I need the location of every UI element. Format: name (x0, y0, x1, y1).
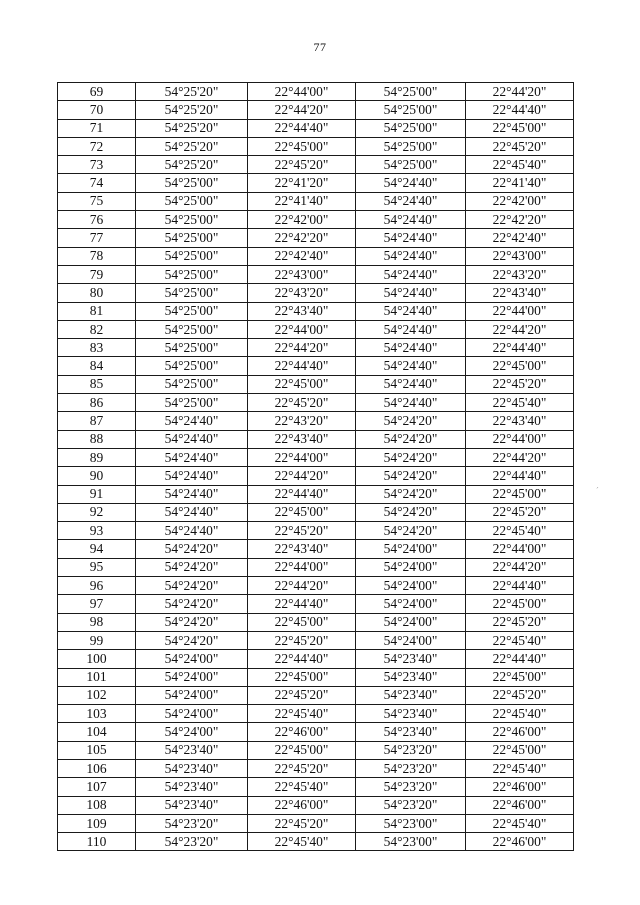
longitude-end-cell: 22°41'40" (466, 174, 574, 192)
longitude-start-cell: 22°43'20" (248, 412, 356, 430)
longitude-start-cell: 22°44'40" (248, 485, 356, 503)
point-number-cell: 88 (58, 430, 136, 448)
table-row (58, 522, 574, 540)
longitude-start-cell: 22°45'20" (248, 156, 356, 174)
table-row (58, 284, 574, 302)
table-row (58, 211, 574, 229)
table-row (58, 448, 574, 466)
point-number-cell: 84 (58, 357, 136, 375)
latitude-end-cell: 54°23'00" (356, 833, 466, 851)
table-row (58, 174, 574, 192)
latitude-start-cell: 54°24'20" (136, 540, 248, 558)
longitude-end-cell: 22°44'40" (466, 577, 574, 595)
table-row (58, 558, 574, 576)
longitude-start-cell: 22°44'20" (248, 339, 356, 357)
longitude-start-cell: 22°45'40" (248, 778, 356, 796)
latitude-end-cell: 54°24'40" (356, 229, 466, 247)
latitude-start-cell: 54°24'00" (136, 650, 248, 668)
latitude-end-cell: 54°24'40" (356, 302, 466, 320)
coordinates-table-body (58, 83, 574, 851)
longitude-start-cell: 22°45'20" (248, 394, 356, 412)
latitude-end-cell: 54°24'20" (356, 412, 466, 430)
point-number-cell: 100 (58, 650, 136, 668)
latitude-start-cell: 54°25'00" (136, 211, 248, 229)
longitude-end-cell: 22°45'20" (466, 613, 574, 631)
latitude-end-cell: 54°25'00" (356, 83, 466, 101)
longitude-start-cell: 22°44'00" (248, 448, 356, 466)
latitude-start-cell: 54°24'00" (136, 668, 248, 686)
point-number-cell: 101 (58, 668, 136, 686)
point-number-cell: 79 (58, 265, 136, 283)
latitude-start-cell: 54°25'00" (136, 320, 248, 338)
latitude-end-cell: 54°23'20" (356, 759, 466, 777)
table-row (58, 595, 574, 613)
longitude-start-cell: 22°45'20" (248, 759, 356, 777)
longitude-end-cell: 22°46'00" (466, 796, 574, 814)
longitude-start-cell: 22°45'20" (248, 814, 356, 832)
longitude-end-cell: 22°45'40" (466, 156, 574, 174)
latitude-end-cell: 54°23'20" (356, 741, 466, 759)
point-number-cell: 94 (58, 540, 136, 558)
latitude-end-cell: 54°24'40" (356, 211, 466, 229)
longitude-start-cell: 22°45'00" (248, 137, 356, 155)
latitude-end-cell: 54°23'40" (356, 723, 466, 741)
point-number-cell: 96 (58, 577, 136, 595)
point-number-cell: 90 (58, 467, 136, 485)
table-row (58, 833, 574, 851)
latitude-end-cell: 54°25'00" (356, 101, 466, 119)
longitude-start-cell: 22°44'00" (248, 558, 356, 576)
latitude-start-cell: 54°24'20" (136, 577, 248, 595)
latitude-end-cell: 54°23'00" (356, 814, 466, 832)
latitude-start-cell: 54°24'40" (136, 430, 248, 448)
longitude-end-cell: 22°42'00" (466, 192, 574, 210)
point-number-cell: 97 (58, 595, 136, 613)
point-number-cell: 73 (58, 156, 136, 174)
point-number-cell: 74 (58, 174, 136, 192)
longitude-end-cell: 22°44'20" (466, 320, 574, 338)
table-row (58, 577, 574, 595)
longitude-end-cell: 22°45'00" (466, 668, 574, 686)
latitude-start-cell: 54°24'00" (136, 705, 248, 723)
table-row (58, 467, 574, 485)
point-number-cell: 99 (58, 631, 136, 649)
point-number-cell: 91 (58, 485, 136, 503)
latitude-start-cell: 54°25'00" (136, 394, 248, 412)
latitude-start-cell: 54°25'00" (136, 357, 248, 375)
latitude-start-cell: 54°24'20" (136, 558, 248, 576)
latitude-start-cell: 54°23'20" (136, 833, 248, 851)
latitude-start-cell: 54°24'20" (136, 613, 248, 631)
latitude-start-cell: 54°24'40" (136, 467, 248, 485)
longitude-start-cell: 22°41'40" (248, 192, 356, 210)
latitude-end-cell: 54°24'20" (356, 485, 466, 503)
latitude-start-cell: 54°25'00" (136, 229, 248, 247)
table-row (58, 192, 574, 210)
table-row (58, 302, 574, 320)
latitude-end-cell: 54°24'20" (356, 467, 466, 485)
latitude-end-cell: 54°24'00" (356, 613, 466, 631)
longitude-end-cell: 22°45'40" (466, 394, 574, 412)
table-row (58, 741, 574, 759)
table-row (58, 759, 574, 777)
latitude-end-cell: 54°24'40" (356, 174, 466, 192)
longitude-start-cell: 22°42'00" (248, 211, 356, 229)
point-number-cell: 105 (58, 741, 136, 759)
longitude-start-cell: 22°46'00" (248, 796, 356, 814)
longitude-start-cell: 22°44'40" (248, 119, 356, 137)
point-number-cell: 71 (58, 119, 136, 137)
point-number-cell: 103 (58, 705, 136, 723)
point-number-cell: 109 (58, 814, 136, 832)
latitude-start-cell: 54°25'20" (136, 83, 248, 101)
table-row (58, 119, 574, 137)
longitude-start-cell: 22°42'40" (248, 247, 356, 265)
point-number-cell: 77 (58, 229, 136, 247)
longitude-end-cell: 22°44'00" (466, 302, 574, 320)
latitude-start-cell: 54°24'40" (136, 522, 248, 540)
table-row (58, 339, 574, 357)
point-number-cell: 82 (58, 320, 136, 338)
point-number-cell: 72 (58, 137, 136, 155)
point-number-cell: 95 (58, 558, 136, 576)
table-row (58, 650, 574, 668)
latitude-end-cell: 54°23'40" (356, 705, 466, 723)
latitude-start-cell: 54°25'20" (136, 101, 248, 119)
table-row (58, 540, 574, 558)
longitude-start-cell: 22°45'00" (248, 668, 356, 686)
table-row (58, 320, 574, 338)
table-row (58, 796, 574, 814)
table-row (58, 723, 574, 741)
point-number-cell: 70 (58, 101, 136, 119)
longitude-start-cell: 22°44'40" (248, 650, 356, 668)
latitude-start-cell: 54°25'00" (136, 192, 248, 210)
longitude-end-cell: 22°45'40" (466, 814, 574, 832)
longitude-start-cell: 22°45'20" (248, 686, 356, 704)
latitude-start-cell: 54°24'20" (136, 631, 248, 649)
point-number-cell: 108 (58, 796, 136, 814)
longitude-end-cell: 22°44'20" (466, 83, 574, 101)
latitude-end-cell: 54°24'20" (356, 503, 466, 521)
longitude-end-cell: 22°45'40" (466, 759, 574, 777)
longitude-start-cell: 22°44'40" (248, 595, 356, 613)
longitude-end-cell: 22°45'20" (466, 686, 574, 704)
table-row (58, 247, 574, 265)
longitude-end-cell: 22°45'00" (466, 119, 574, 137)
latitude-start-cell: 54°23'40" (136, 796, 248, 814)
longitude-end-cell: 22°45'00" (466, 357, 574, 375)
longitude-end-cell: 22°46'00" (466, 723, 574, 741)
latitude-start-cell: 54°23'40" (136, 778, 248, 796)
latitude-start-cell: 54°24'40" (136, 412, 248, 430)
longitude-end-cell: 22°43'00" (466, 247, 574, 265)
latitude-end-cell: 54°23'40" (356, 650, 466, 668)
longitude-end-cell: 22°45'00" (466, 741, 574, 759)
point-number-cell: 89 (58, 448, 136, 466)
latitude-end-cell: 54°24'40" (356, 284, 466, 302)
table-row (58, 430, 574, 448)
longitude-start-cell: 22°45'00" (248, 741, 356, 759)
point-number-cell: 102 (58, 686, 136, 704)
latitude-start-cell: 54°25'20" (136, 156, 248, 174)
latitude-end-cell: 54°24'00" (356, 577, 466, 595)
longitude-start-cell: 22°44'00" (248, 83, 356, 101)
latitude-start-cell: 54°25'20" (136, 137, 248, 155)
latitude-start-cell: 54°25'00" (136, 302, 248, 320)
table-row (58, 156, 574, 174)
table-row (58, 101, 574, 119)
longitude-start-cell: 22°41'20" (248, 174, 356, 192)
latitude-start-cell: 54°24'20" (136, 595, 248, 613)
page-number: 77 (313, 40, 327, 54)
longitude-end-cell: 22°44'40" (466, 467, 574, 485)
table-row (58, 778, 574, 796)
longitude-start-cell: 22°43'40" (248, 540, 356, 558)
longitude-end-cell: 22°43'40" (466, 284, 574, 302)
longitude-start-cell: 22°44'20" (248, 101, 356, 119)
longitude-end-cell: 22°45'40" (466, 631, 574, 649)
longitude-start-cell: 22°45'00" (248, 503, 356, 521)
point-number-cell: 83 (58, 339, 136, 357)
point-number-cell: 78 (58, 247, 136, 265)
longitude-start-cell: 22°45'20" (248, 522, 356, 540)
latitude-start-cell: 54°25'20" (136, 119, 248, 137)
latitude-end-cell: 54°24'40" (356, 265, 466, 283)
longitude-start-cell: 22°45'40" (248, 833, 356, 851)
longitude-end-cell: 22°45'40" (466, 705, 574, 723)
latitude-end-cell: 54°24'00" (356, 631, 466, 649)
latitude-start-cell: 54°24'40" (136, 485, 248, 503)
table-row (58, 613, 574, 631)
point-number-cell: 81 (58, 302, 136, 320)
longitude-end-cell: 22°45'20" (466, 375, 574, 393)
longitude-start-cell: 22°42'20" (248, 229, 356, 247)
longitude-end-cell: 22°45'40" (466, 522, 574, 540)
latitude-start-cell: 54°25'00" (136, 174, 248, 192)
latitude-end-cell: 54°23'20" (356, 796, 466, 814)
longitude-start-cell: 22°44'40" (248, 357, 356, 375)
latitude-end-cell: 54°24'20" (356, 448, 466, 466)
longitude-end-cell: 22°42'40" (466, 229, 574, 247)
table-row (58, 83, 574, 101)
longitude-start-cell: 22°44'20" (248, 467, 356, 485)
latitude-start-cell: 54°25'00" (136, 339, 248, 357)
longitude-end-cell: 22°44'20" (466, 448, 574, 466)
latitude-start-cell: 54°25'00" (136, 265, 248, 283)
latitude-end-cell: 54°24'40" (356, 192, 466, 210)
latitude-start-cell: 54°24'00" (136, 723, 248, 741)
scan-speck: ´ (596, 486, 599, 495)
table-row (58, 375, 574, 393)
latitude-start-cell: 54°24'40" (136, 503, 248, 521)
longitude-end-cell: 22°43'20" (466, 265, 574, 283)
longitude-end-cell: 22°44'40" (466, 339, 574, 357)
latitude-start-cell: 54°24'00" (136, 686, 248, 704)
point-number-cell: 93 (58, 522, 136, 540)
longitude-start-cell: 22°43'20" (248, 284, 356, 302)
table-row (58, 631, 574, 649)
table-row (58, 412, 574, 430)
table-row (58, 357, 574, 375)
longitude-start-cell: 22°43'40" (248, 430, 356, 448)
table-row (58, 686, 574, 704)
table-row (58, 137, 574, 155)
point-number-cell: 69 (58, 83, 136, 101)
latitude-end-cell: 54°25'00" (356, 119, 466, 137)
longitude-end-cell: 22°42'20" (466, 211, 574, 229)
table-row (58, 265, 574, 283)
latitude-end-cell: 54°25'00" (356, 137, 466, 155)
table-row (58, 394, 574, 412)
latitude-end-cell: 54°24'00" (356, 595, 466, 613)
point-number-cell: 106 (58, 759, 136, 777)
point-number-cell: 87 (58, 412, 136, 430)
point-number-cell: 98 (58, 613, 136, 631)
latitude-start-cell: 54°25'00" (136, 247, 248, 265)
longitude-start-cell: 22°45'40" (248, 705, 356, 723)
longitude-end-cell: 22°45'00" (466, 485, 574, 503)
longitude-start-cell: 22°44'00" (248, 320, 356, 338)
longitude-start-cell: 22°43'40" (248, 302, 356, 320)
latitude-end-cell: 54°24'40" (356, 357, 466, 375)
latitude-end-cell: 54°23'40" (356, 668, 466, 686)
coordinates-table (57, 82, 574, 851)
table-row (58, 485, 574, 503)
longitude-start-cell: 22°44'20" (248, 577, 356, 595)
longitude-start-cell: 22°45'00" (248, 375, 356, 393)
latitude-end-cell: 54°24'20" (356, 430, 466, 448)
latitude-end-cell: 54°25'00" (356, 156, 466, 174)
latitude-end-cell: 54°24'40" (356, 339, 466, 357)
longitude-end-cell: 22°44'20" (466, 558, 574, 576)
latitude-start-cell: 54°24'40" (136, 448, 248, 466)
point-number-cell: 80 (58, 284, 136, 302)
latitude-end-cell: 54°24'40" (356, 394, 466, 412)
latitude-end-cell: 54°24'20" (356, 522, 466, 540)
point-number-cell: 110 (58, 833, 136, 851)
longitude-end-cell: 22°45'20" (466, 503, 574, 521)
point-number-cell: 86 (58, 394, 136, 412)
longitude-end-cell: 22°45'20" (466, 137, 574, 155)
latitude-end-cell: 54°24'40" (356, 375, 466, 393)
longitude-end-cell: 22°44'00" (466, 430, 574, 448)
longitude-end-cell: 22°44'40" (466, 101, 574, 119)
table-row (58, 668, 574, 686)
latitude-start-cell: 54°23'40" (136, 741, 248, 759)
table-row (58, 705, 574, 723)
latitude-end-cell: 54°23'40" (356, 686, 466, 704)
longitude-end-cell: 22°44'40" (466, 650, 574, 668)
latitude-start-cell: 54°23'40" (136, 759, 248, 777)
table-row (58, 229, 574, 247)
point-number-cell: 85 (58, 375, 136, 393)
latitude-end-cell: 54°24'00" (356, 540, 466, 558)
point-number-cell: 76 (58, 211, 136, 229)
longitude-end-cell: 22°46'00" (466, 833, 574, 851)
table-row (58, 814, 574, 832)
point-number-cell: 107 (58, 778, 136, 796)
longitude-end-cell: 22°45'00" (466, 595, 574, 613)
latitude-end-cell: 54°24'40" (356, 320, 466, 338)
longitude-start-cell: 22°43'00" (248, 265, 356, 283)
longitude-start-cell: 22°45'00" (248, 613, 356, 631)
longitude-start-cell: 22°46'00" (248, 723, 356, 741)
longitude-end-cell: 22°44'00" (466, 540, 574, 558)
point-number-cell: 104 (58, 723, 136, 741)
point-number-cell: 75 (58, 192, 136, 210)
longitude-end-cell: 22°46'00" (466, 778, 574, 796)
latitude-start-cell: 54°23'20" (136, 814, 248, 832)
latitude-end-cell: 54°24'40" (356, 247, 466, 265)
latitude-start-cell: 54°25'00" (136, 284, 248, 302)
table-row (58, 503, 574, 521)
latitude-start-cell: 54°25'00" (136, 375, 248, 393)
point-number-cell: 92 (58, 503, 136, 521)
latitude-end-cell: 54°23'20" (356, 778, 466, 796)
longitude-end-cell: 22°43'40" (466, 412, 574, 430)
longitude-start-cell: 22°45'20" (248, 631, 356, 649)
latitude-end-cell: 54°24'00" (356, 558, 466, 576)
